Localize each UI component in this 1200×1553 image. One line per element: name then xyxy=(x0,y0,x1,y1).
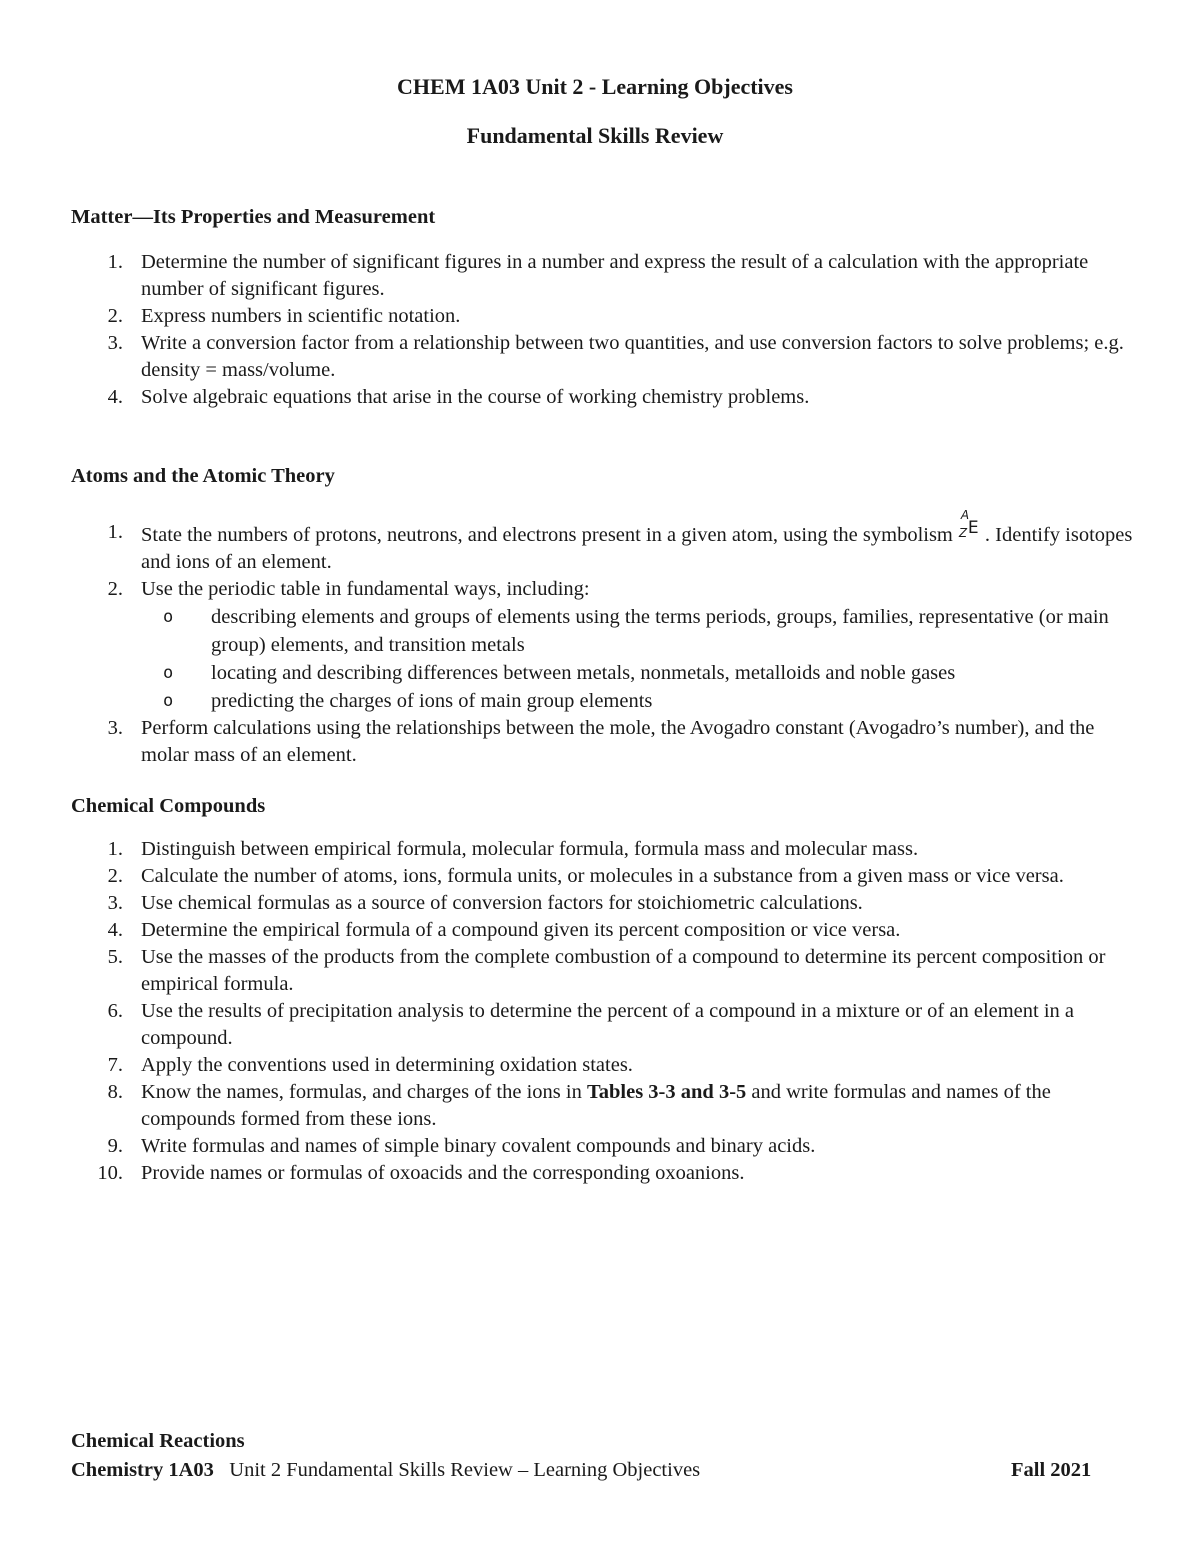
bullet-icon: o xyxy=(163,663,174,683)
section-heading-atoms: Atoms and the Atomic Theory xyxy=(71,465,335,487)
list-item xyxy=(71,863,1141,890)
sub-item-text: locating and describing differences between metals, nonmetals, metalloids and noble gases xyxy=(211,662,956,684)
item-number: 9. xyxy=(107,1135,123,1157)
sub-item-text: describing elements and groups of elements using the terms periods, groups, families, representative (or main group) elements, and transition metals xyxy=(211,606,1109,656)
item-number: 7. xyxy=(107,1054,123,1076)
matter-objectives-list xyxy=(71,249,1141,411)
item-number: 10. xyxy=(97,1162,123,1184)
item-text: Calculate the number of atoms, ions, formula units, or molecules in a substance from a given mass or vice versa. xyxy=(141,865,1064,887)
compounds-objectives-list xyxy=(71,836,1141,1187)
nuclide-symbol xyxy=(958,508,985,543)
item-text-continued: . Identify isotopes and ions of an element. xyxy=(141,524,1133,573)
footer-term: Fall 2021 xyxy=(1011,1459,1092,1481)
footer-description: Unit 2 Fundamental Skills Review – Learning Objectives xyxy=(229,1459,701,1481)
list-item xyxy=(71,715,1141,769)
list-item xyxy=(71,576,1141,715)
list-item xyxy=(71,1052,1141,1079)
item-text: Solve algebraic equations that arise in the course of working chemistry problems. xyxy=(141,386,810,408)
sub-item-text: predicting the charges of ions of main group elements xyxy=(211,690,653,712)
atoms-objectives-list xyxy=(71,508,1141,769)
item-number: 2. xyxy=(107,578,123,600)
page-footer xyxy=(71,1459,700,1482)
sub-list-item xyxy=(141,659,1141,687)
item-number: 1. xyxy=(107,251,123,273)
bullet-icon: o xyxy=(163,691,174,711)
sub-list-item xyxy=(141,687,1141,715)
item-text: Perform calculations using the relationships between the mole, the Avogadro constant (Avogadro’s number), and the molar mass of an element. xyxy=(141,717,1095,766)
item-number: 4. xyxy=(107,386,123,408)
item-text: Distinguish between empirical formula, molecular formula, formula mass and molecular mass. xyxy=(141,838,919,860)
mass-number: A xyxy=(960,508,970,522)
list-item xyxy=(71,836,1141,863)
item-text: Express numbers in scientific notation. xyxy=(141,305,461,327)
tables-reference: Tables 3-3 and 3-5 xyxy=(586,1081,747,1103)
section-heading-compounds: Chemical Compounds xyxy=(71,795,266,817)
item-text: Determine the empirical formula of a compound given its percent composition or vice versa. xyxy=(141,919,901,941)
document-title: CHEM 1A03 Unit 2 - Learning Objectives xyxy=(397,74,793,99)
item-number: 1. xyxy=(107,838,123,860)
item-number: 6. xyxy=(107,1000,123,1022)
list-item xyxy=(71,330,1141,384)
item-text: Provide names or formulas of oxoacids and the corresponding oxoanions. xyxy=(141,1162,745,1184)
item-number: 1. xyxy=(107,521,123,543)
list-item xyxy=(71,944,1141,998)
item-text: State the numbers of protons, neutrons, and electrons present in a given atom, using the symbolism xyxy=(141,524,953,546)
item-text-continued: and write formulas and names of the compounds formed from these ions. xyxy=(141,1081,1051,1130)
item-number: 8. xyxy=(107,1081,123,1103)
footer-course: Chemistry 1A03 xyxy=(71,1459,214,1481)
list-item xyxy=(71,1079,1141,1133)
list-item xyxy=(71,1133,1141,1160)
item-number: 2. xyxy=(107,305,123,327)
list-item xyxy=(71,384,1141,411)
item-number: 4. xyxy=(107,919,123,941)
element-symbol: E xyxy=(967,518,979,538)
item-text: Use the masses of the products from the complete combustion of a compound to determine its percent composition or empirical formula. xyxy=(141,946,1106,995)
atomic-number: Z xyxy=(958,526,968,540)
section-heading-matter: Matter—Its Properties and Measurement xyxy=(71,206,436,228)
list-item xyxy=(71,998,1141,1052)
item-text: Write a conversion factor from a relationship between two quantities, and use conversion factors to solve problems; e.g. density = mass/volume. xyxy=(141,332,1124,381)
list-item xyxy=(71,508,1141,576)
item-text: Know the names, formulas, and charges of the ions in xyxy=(141,1081,587,1103)
item-number: 3. xyxy=(107,892,123,914)
list-item xyxy=(71,303,1141,330)
list-item xyxy=(71,890,1141,917)
document-subtitle: Fundamental Skills Review xyxy=(466,123,724,148)
periodic-table-sublist xyxy=(141,603,1141,715)
item-text: Determine the number of significant figures in a number and express the result of a calculation with the appropriate number of significant figures. xyxy=(141,251,1089,300)
item-number: 3. xyxy=(107,717,123,739)
item-number: 5. xyxy=(107,946,123,968)
list-item xyxy=(71,249,1141,303)
sub-list-item xyxy=(141,603,1141,659)
list-item xyxy=(71,917,1141,944)
section-heading-reactions: Chemical Reactions xyxy=(71,1430,245,1452)
item-number: 3. xyxy=(107,332,123,354)
list-item xyxy=(71,1160,1141,1187)
item-text: Apply the conventions used in determining oxidation states. xyxy=(141,1054,633,1076)
item-text: Use chemical formulas as a source of conversion factors for stoichiometric calculations. xyxy=(141,892,863,914)
item-text: Use the periodic table in fundamental ways, including: xyxy=(141,578,590,600)
item-text: Write formulas and names of simple binary covalent compounds and binary acids. xyxy=(141,1135,816,1157)
item-number: 2. xyxy=(107,865,123,887)
item-text: Use the results of precipitation analysis to determine the percent of a compound in a mixture or of an element in a compound. xyxy=(141,1000,1075,1049)
bullet-icon: o xyxy=(163,607,174,627)
